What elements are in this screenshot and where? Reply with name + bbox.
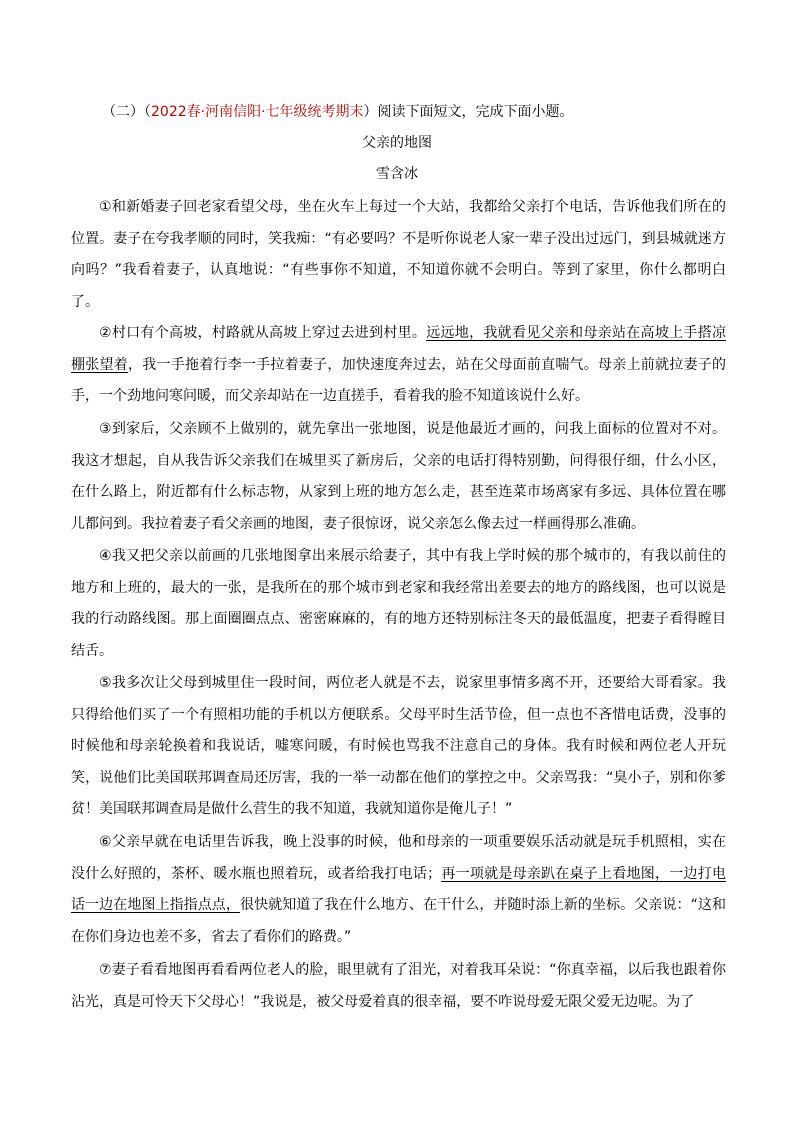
paragraph-6-text-a: ⑥父亲早就在电话里告诉我，晚上没事的时候，他和母亲的一项重要娱乐活动就是玩手机照相，实在没什么好照的，茶杯、暖水瓶也照着玩，或者给我打电话； — [71, 834, 726, 882]
paragraph-7: ⑦妻子看看地图再看看两位老人的脸，眼里就有了泪光，对着我耳朵说：“你真幸福，以后我也跟着你沾光，真是可怜天下父母心！”我说是，被父母爱着真的很幸福，要不咋说母爱无限父爱无边呢。为了 — [71, 962, 726, 1010]
question-source: 2022春·河南信阳·七年级统考期末 — [151, 104, 364, 120]
paragraph-3: ③到家后，父亲顾不上做别的，就先拿出一张地图，说是他最近才画的，问我上面标的位置对不对。我这才想起，自从我告诉父亲我们在城里买了新房后，父亲的电话打得特别勤，问得很仔细，什么小区，在什么路上，附近都有什么标志物，从家到上班的地方怎么走，甚至连菜市场离家有多远、具体位置在哪儿都问到。我拉着妻子看父亲画的地图，妻子很惊讶，说父亲怎么像去过一样画得那么准确。 — [71, 421, 726, 532]
paragraph-2-underlined: 远远地，我就看见父亲和母亲站在高坡上手搭凉棚张望着 — [71, 325, 726, 373]
question-prefix: （二）（ — [102, 104, 151, 120]
paragraph-2-text-a: ②村口有个高坡，村路就从高坡上穿过去进到村里。 — [99, 325, 427, 341]
paragraph-6-text-b: 很快就知道了我在什么地方、在干什么，并随时添上新的坐标。父亲说：“这和在你们身边也差不多，省去了看你们的路费。” — [71, 897, 726, 945]
paragraph-1: ①和新婚妻子回老家看望父母，坐在火车上每过一个大站，我都给父亲打个电话，告诉他我们所在的位置。妻子在夸我孝顺的同时，笑我痴：“有必要吗？不是听你说老人家一辈子没出过远门，到县城就迷方向吗？”我看着妻子，认真地说：“有些事你不知道，不知道你就不会明白。等到了家里，你什么都明白了。 — [71, 199, 726, 310]
question-suffix: ）阅读下面短文，完成下面小题。 — [363, 104, 574, 120]
paragraph-6-underlined: 再一项就是母亲趴在桌子上看地图，一边打电话一边在地图上指指点点， — [71, 865, 726, 913]
article-author: 雪含冰 — [376, 166, 418, 182]
paragraph-5: ⑤我多次让父母到城里住一段时间，两位老人就是不去，说家里事情多离不开，还要给大哥看家。我只得给他们买了一个有照相功能的手机以方便联系。父母平时生活节俭，但一点也不吝惜电话费，没事的时候他和母亲轮换着和我说话，嘘寒问暖，有时候也骂我不注意自己的身体。我有时候和两位老人开玩笑，说他们比美国联邦调查局还厉害，我的一举一动都在他们的掌控之中。父亲骂我：“臭小子，别和你爹贫！美国联邦调查局是做什么营生的我不知道，我就知道你是俺儿子！” — [71, 675, 726, 817]
question-header — [102, 101, 574, 123]
paragraph-2 — [71, 318, 726, 413]
paragraph-6 — [71, 827, 726, 953]
paragraph-2-text-b: ，我一手拖着行李一手拉着妻子，加快速度奔过去，站在父母面前直喘气。母亲上前就拉妻子的手，一个劲地问寒问暖，而父亲却站在一边直搓手，看着我的脸不知道该说什么好。 — [71, 356, 727, 404]
article-title: 父亲的地图 — [362, 135, 432, 151]
paragraph-4: ④我又把父亲以前画的几张地图拿出来展示给妻子，其中有我上学时候的那个城市的，有我以前住的地方和上班的，最大的一张，是我所在的那个城市到老家和我经常出差要去的地方的路线图，也可以说是我的行动路线图。那上面圈圈点点、密密麻麻的，有的地方还特别标注冬天的最低温度，把妻子看得瞠目结舌。 — [71, 548, 726, 659]
